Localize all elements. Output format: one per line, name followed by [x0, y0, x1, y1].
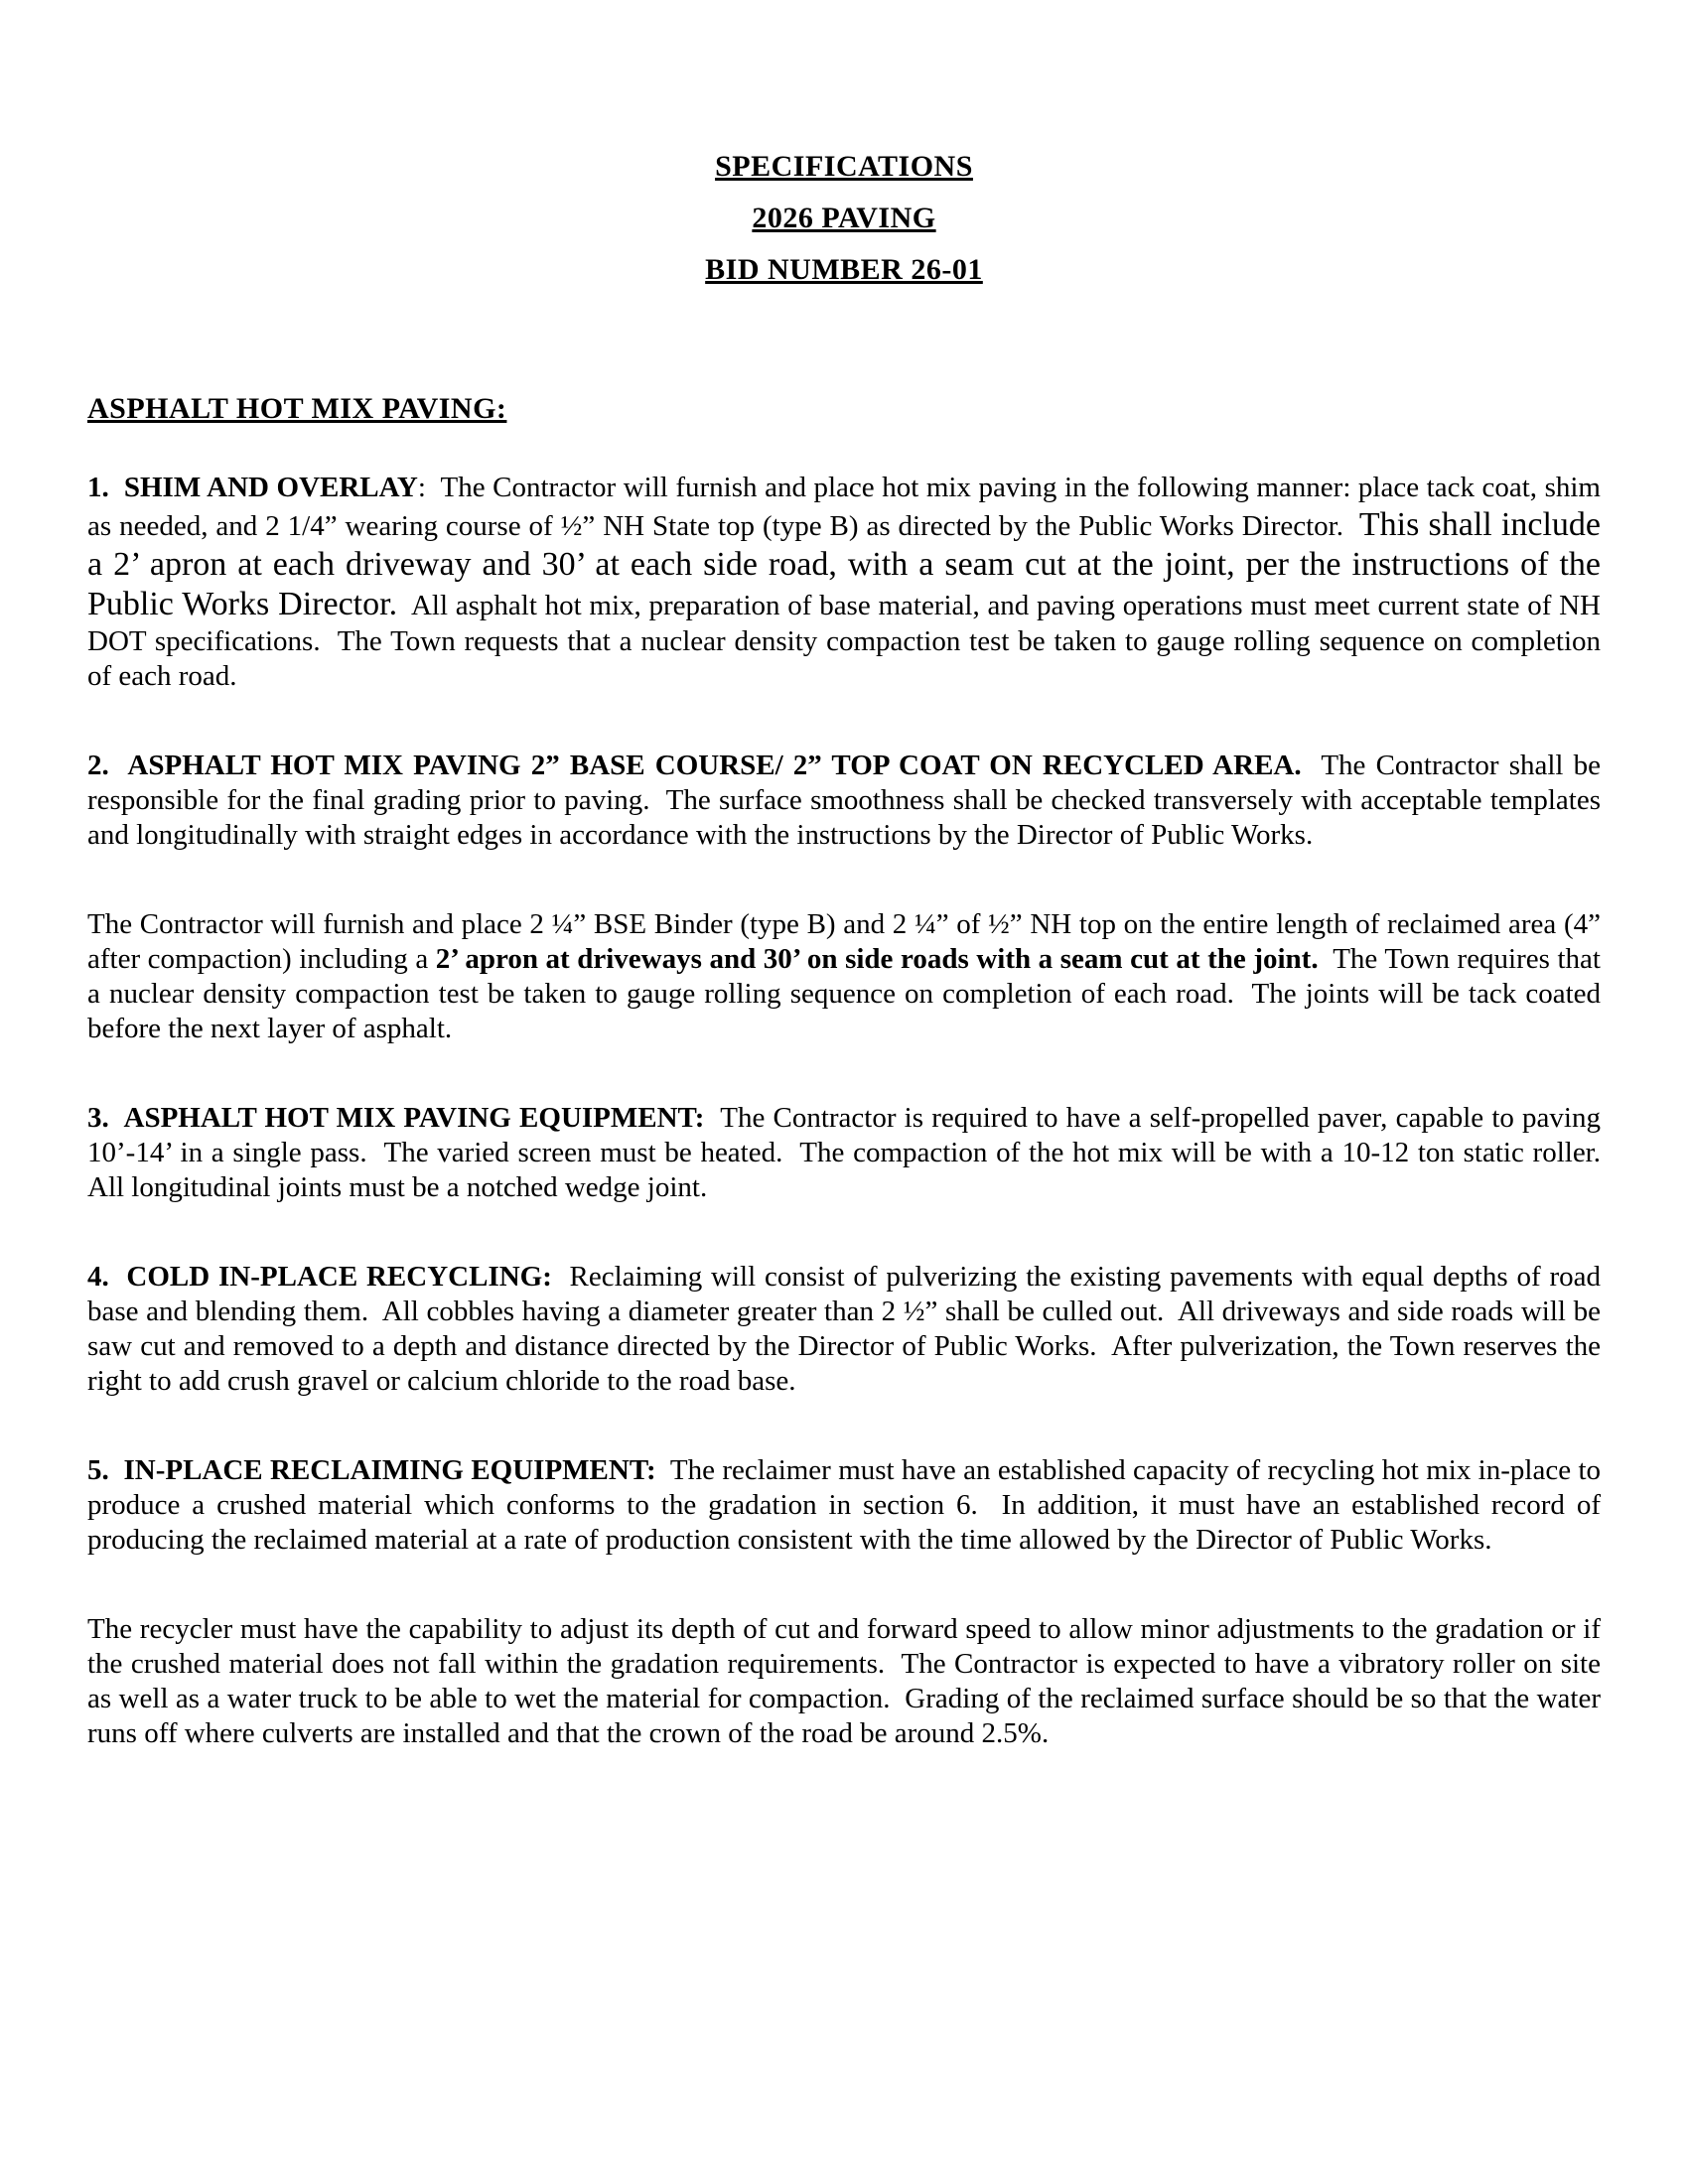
- text-run: The Contractor will furnish and place 2 ¼” BSE Binder (type B) and 2 ¼” of ½” NH top on the entire length of reclaimed area (4” after compaction) including a: [87, 908, 1609, 975]
- paragraph-recycler-capability: [87, 1612, 1609, 1751]
- text-run: The recycler must have the capability to adjust its depth of cut and forward speed to allow minor adjustments to the gradation or if the crushed material does not fall within the gradation requirements. The Contractor is expected to have a vibratory roller on site as well as a water truck to be able to wet the material for compaction. Grading of the reclaimed surface should be so that the water runs off where culverts are installed and that the crown of the road be around 2.5%.: [87, 1613, 1609, 1749]
- paragraph-paving-equipment: [87, 1101, 1609, 1205]
- text-run: All asphalt hot mix, preparation of base material, and paving operations must meet current state of NH DOT specifications. The Town requests that a nuclear density compaction test be taken to gauge rolling sequence on completion of each road.: [87, 590, 1609, 692]
- text-run: 4. COLD IN-PLACE RECYCLING:: [87, 1261, 552, 1293]
- paragraph-list: [87, 471, 1610, 1751]
- doc-title-specifications: SPECIFICATIONS: [715, 150, 973, 183]
- text-run: Reclaiming will consist of pulverizing the existing pavements with equal depths of road base and blending them. All cobbles having a diameter greater than 2 ½” shall be culled out. All driveways and side roads will be saw cut and removed to a depth and distance directed by the Director of Public Works. After pulverization, the Town reserves the right to add crush gravel or calcium chloride to the road base.: [87, 1261, 1609, 1397]
- text-run: The Contractor shall be responsible for the final grading prior to paving. The surface smoothness shall be checked transversely with acceptable templates and longitudinally with straight edges in accordance with the instructions by the Director of Public Works.: [87, 750, 1609, 851]
- doc-title-bid-number: BID NUMBER 26-01: [705, 253, 983, 286]
- title-block: [87, 149, 1601, 288]
- paragraph-shim-and-overlay: [87, 471, 1610, 694]
- paragraph-reclaiming-equipment: [87, 1453, 1609, 1558]
- text-run: 3. ASPHALT HOT MIX PAVING EQUIPMENT:: [87, 1102, 705, 1134]
- text-run: The Contractor is required to have a self-propelled paver, capable to paving 10’-14’ in a single pass. The varied screen must be heated. The compaction of the hot mix will be with a 10-12 ton static roller. All longitudinal joints must be a notched wedge joint.: [87, 1102, 1609, 1203]
- paragraph-base-course-top-coat: [87, 749, 1609, 853]
- paragraph-cold-in-place-recycling: [87, 1260, 1609, 1399]
- text-run: : The Contractor will furnish and place hot mix paving in the following manner: place tack coat, shim as needed, and 2 1/4” wearing course of ½” NH State top (type B) as directed by the Public Works Director.: [87, 472, 1609, 542]
- text-run: The Town requires that a nuclear density compaction test be taken to gauge rolling sequence on completion of each road. The joints will be tack coated before the next layer of asphalt.: [87, 943, 1609, 1044]
- paragraph-binder-and-top: [87, 907, 1609, 1046]
- text-run: This shall include a 2’ apron at each driveway and 30’ at each side road, with a seam cut at the joint, per the instructions of the Public Works Director.: [87, 506, 1610, 622]
- text-run: 5. IN-PLACE RECLAIMING EQUIPMENT:: [87, 1454, 656, 1486]
- text-run: The reclaimer must have an established capacity of recycling hot mix in-place to produce a crushed material which conforms to the gradation in section 6. In addition, it must have an established record of producing the reclaimed material at a rate of production consistent with the time allowed by the Director of Public Works.: [87, 1454, 1609, 1556]
- text-run: 2’ apron at driveways and 30’ on side roads with a seam cut at the joint.: [435, 943, 1319, 975]
- doc-title-year-paving: 2026 PAVING: [752, 202, 936, 234]
- text-run: 2. ASPHALT HOT MIX PAVING 2” BASE COURSE/ 2” TOP COAT ON RECYCLED AREA.: [87, 750, 1302, 781]
- text-run: 1. SHIM AND OVERLAY: [87, 472, 418, 503]
- section-heading: ASPHALT HOT MIX PAVING:: [87, 392, 507, 425]
